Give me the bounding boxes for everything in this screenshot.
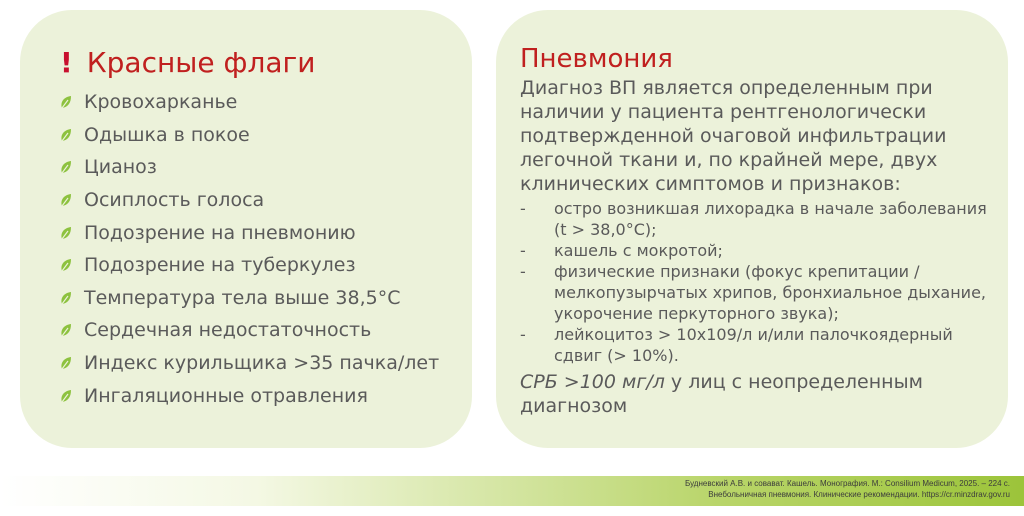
reference-2: Внебольничная пневмония. Клинические рекомендации. https://cr.minzdrav.gov.ru <box>708 489 1010 499</box>
red-flag-text: Подозрение на пневмонию <box>84 221 356 244</box>
criteria-text: остро возникшая лихорадка в начале заболевания (t > 38,0°C); <box>554 199 987 239</box>
criteria-list <box>520 198 990 366</box>
list-item <box>60 216 472 249</box>
pneumonia-title: Пневмония <box>520 44 673 74</box>
red-flags-card <box>20 10 472 448</box>
dash-marker: - <box>520 199 526 218</box>
leaf-icon <box>60 95 72 109</box>
leaf-icon <box>60 291 72 305</box>
dash-marker: - <box>520 241 526 260</box>
red-flag-text: Ингаляционные отравления <box>84 384 368 407</box>
red-flags-heading: Красные флаги <box>86 46 316 79</box>
list-item <box>60 379 472 412</box>
dash-marker: - <box>520 262 526 281</box>
list-item <box>60 314 472 347</box>
pneumonia-intro: Диагноз ВП является определенным при наличии у пациента рентгенологически подтвержденной очаговой инфильтрации легочной ткани и, по крайней мере, двух клинических симптомов и признаков: <box>520 77 947 195</box>
red-flag-text: Цианоз <box>84 156 157 179</box>
list-item <box>60 119 472 152</box>
list-item <box>60 282 472 315</box>
list-item <box>60 151 472 184</box>
red-flag-text: Осиплость голоса <box>84 189 265 212</box>
red-flag-text: Одышка в покое <box>84 123 250 146</box>
red-flag-text: Кровохарканье <box>84 91 238 114</box>
leaf-icon <box>60 193 72 207</box>
red-flag-text: Сердечная недостаточность <box>84 319 372 342</box>
crp-text: у лиц с неопределенным диагнозом <box>520 371 923 417</box>
pneumonia-card <box>496 10 1008 448</box>
reference-1: Будневский А.В. и совават. Кашель. Монография. М.: Consilium Medicum, 2025. – 224 с. <box>685 479 1010 488</box>
crp-note <box>520 370 990 418</box>
leaf-icon <box>60 356 72 370</box>
red-flag-text: Температура тела выше 38,5°С <box>84 286 401 309</box>
criteria-text: физические признаки (фокус крепитации /мелкопузырчатых хрипов, бронхиальное дыхание, укорочение перкуторного звука); <box>554 262 986 323</box>
leaf-icon <box>60 160 72 174</box>
list-item <box>520 261 990 324</box>
leaf-icon <box>60 389 72 403</box>
crp-value: СРБ >100 мг/л <box>520 371 665 393</box>
red-flags-list <box>60 86 472 412</box>
leaf-icon <box>60 226 72 240</box>
list-item <box>60 184 472 217</box>
list-item <box>520 198 990 240</box>
criteria-text: лейкоцитоз > 10х109/л и/или палочкоядерный сдвиг (> 10%). <box>554 325 953 365</box>
dash-marker: - <box>520 325 526 344</box>
exclamation-icon: ! <box>60 46 73 79</box>
criteria-text: кашель с мокротой; <box>554 241 723 260</box>
leaf-icon <box>60 258 72 272</box>
red-flags-title <box>60 46 472 80</box>
red-flag-text: Индекс курильщика >35 пачка/лет <box>84 352 440 375</box>
list-item <box>60 347 472 380</box>
list-item <box>520 324 990 366</box>
leaf-icon <box>60 128 72 142</box>
list-item <box>60 86 472 119</box>
red-flag-text: Подозрение на туберкулез <box>84 254 356 277</box>
list-item <box>520 240 990 261</box>
leaf-icon <box>60 323 72 337</box>
references <box>685 479 1010 500</box>
list-item <box>60 249 472 282</box>
